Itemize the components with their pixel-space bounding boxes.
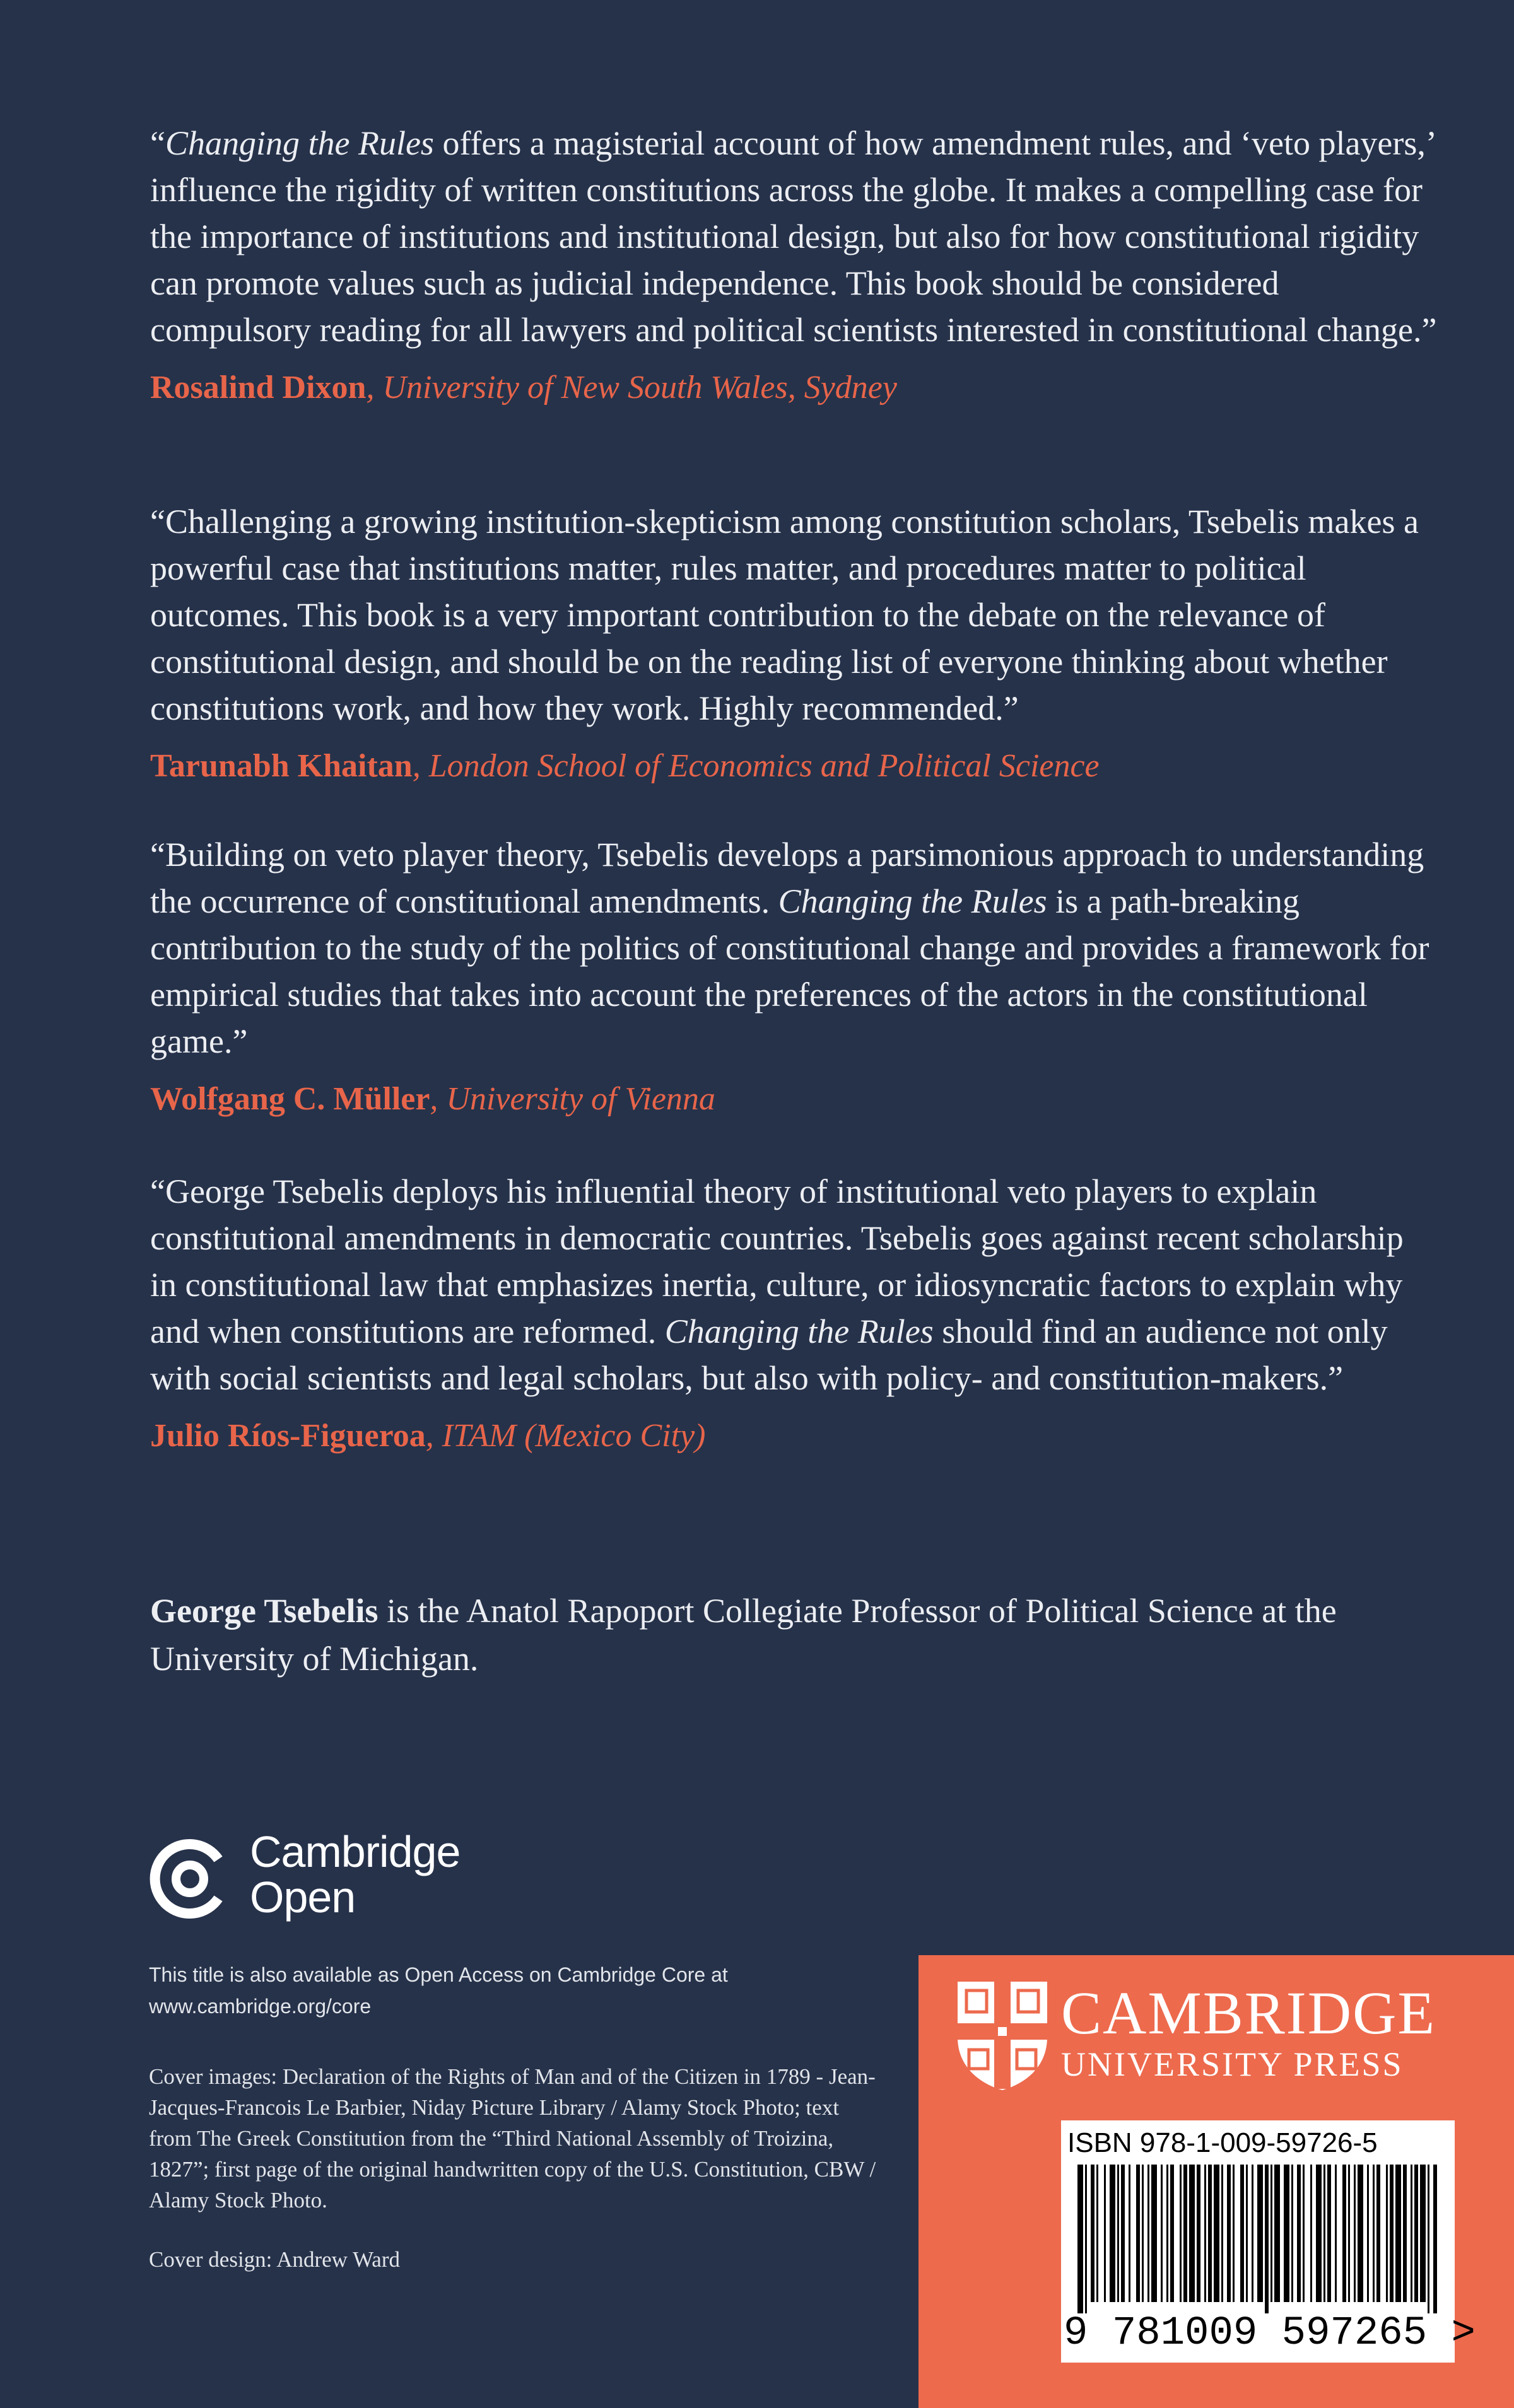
cover-design-credit: Cover design: Andrew Ward bbox=[149, 2247, 400, 2272]
barcode-bar bbox=[1284, 2165, 1289, 2302]
barcode-bar bbox=[1129, 2165, 1130, 2302]
quote-attribution bbox=[150, 366, 1437, 410]
barcode-bar bbox=[1354, 2165, 1356, 2302]
barcode-bar bbox=[1316, 2165, 1322, 2302]
barcode-bar bbox=[1214, 2165, 1219, 2302]
barcode-bar bbox=[1265, 2165, 1269, 2313]
endorsement-quote-rios-figueroa bbox=[150, 1168, 1437, 1458]
barcode-bar bbox=[1403, 2165, 1407, 2302]
endorsement-quote-muller bbox=[150, 831, 1437, 1121]
barcode-bar bbox=[1367, 2165, 1369, 2302]
barcode-bar bbox=[1077, 2165, 1083, 2313]
barcode-bar bbox=[1096, 2165, 1098, 2302]
cambridge-open-line2: Open bbox=[250, 1873, 356, 1922]
quote-text-before: “Building on veto player theory, Tsebelis develops a parsimonious approach to understanding the occurrence of constitutional amendments. bbox=[150, 836, 1424, 920]
quote-attribution bbox=[150, 1077, 1437, 1121]
open-access-note: This title is also available as Open Access on Cambridge Core at www.cambridge.org/core bbox=[149, 1963, 728, 2018]
barcode-bar bbox=[1411, 2165, 1412, 2302]
barcode-bar bbox=[1110, 2165, 1115, 2302]
publisher-panel bbox=[918, 1955, 1514, 2408]
endorser-name: Tarunabh Khaitan bbox=[150, 748, 413, 784]
barcode-bar bbox=[1327, 2165, 1331, 2302]
barcode-bar bbox=[1323, 2165, 1325, 2302]
quote-text bbox=[150, 1168, 1437, 1401]
book-title: Changing the Rules bbox=[664, 1312, 934, 1350]
publisher-name-line1: CAMBRIDGE bbox=[1061, 1979, 1436, 2047]
barcode-bar bbox=[1147, 2165, 1149, 2302]
quote-attribution bbox=[150, 1414, 1437, 1458]
barcode-bar bbox=[1170, 2165, 1174, 2302]
barcode-bar bbox=[1189, 2165, 1195, 2302]
quote-text: “Changing the Rules offers a magisterial account of how amendment rules, and ‘veto players,’ influence the rigidity of written constitutions across the globe. It makes a compelling case for the importance of institutions and institutional design, but also for how constitutional rigidity can promote values such as judicial independence. This book should be considered compulsory reading for all lawyers and political scientists interested in constitutional change.” bbox=[150, 124, 1437, 349]
endorser-name: Julio Ríos-Figueroa bbox=[150, 1418, 426, 1454]
endorser-name: Wolfgang C. Müller bbox=[150, 1081, 430, 1117]
publisher-name-line2: UNIVERSITY PRESS bbox=[1061, 2045, 1404, 2083]
barcode-bar bbox=[1390, 2165, 1394, 2302]
barcode-bar bbox=[1136, 2165, 1140, 2302]
barcode-bar bbox=[1197, 2165, 1200, 2302]
cambridge-shield-icon bbox=[955, 1979, 1050, 2093]
quote-text-after: is a path-breaking contribution to the study of the politics of constitutional change and provides a framework for empirical studies that takes into account the preferences of the actors in the constitutional game.” bbox=[150, 882, 1429, 1060]
quote-text-body: offers a magisterial account of how amendment rules, and ‘veto players,’ influence the rigidity of written constitutions across the globe. It makes a compelling case for the importance of institutions and institutional design, but also for how constitutional rigidity can promote values such as judicial independence. This book should be considered compulsory reading for all lawyers and political scientists interested in constitutional change.” bbox=[150, 124, 1437, 349]
barcode-bar bbox=[1297, 2165, 1301, 2302]
book-title: Changing the Rules bbox=[165, 124, 434, 162]
barcode-bar bbox=[1233, 2165, 1235, 2302]
endorser-name: Rosalind Dixon bbox=[150, 370, 367, 406]
barcode-bar bbox=[1204, 2165, 1206, 2302]
cambridge-open-logo bbox=[149, 1829, 502, 1930]
barcode-bar bbox=[1221, 2165, 1223, 2302]
barcode-bar bbox=[1121, 2165, 1125, 2302]
barcode-bar bbox=[1104, 2165, 1106, 2302]
barcode-bar bbox=[1085, 2165, 1087, 2313]
barcode-bar bbox=[1342, 2165, 1346, 2302]
endorser-affiliation: , London School of Economics and Political Science bbox=[412, 748, 1100, 784]
cambridge-open-wordmark bbox=[250, 1829, 460, 1920]
barcode-bar bbox=[1183, 2165, 1187, 2302]
author-bio bbox=[150, 1587, 1437, 1683]
barcode-bar bbox=[1151, 2165, 1157, 2302]
barcode-bar bbox=[1335, 2165, 1337, 2302]
barcode-bar bbox=[1142, 2165, 1144, 2302]
quote-text: “Challenging a growing institution-skepticism among constitution scholars, Tsebelis makes a powerful case that institutions matter, rules matter, and procedures matter to political outcomes. This book is a very important contribution to the debate on the relevance of constitutional design, and should be on the reading list of everyone thinking about whether constitutions work, and how they work. Highly recommended.” bbox=[150, 503, 1419, 727]
cambridge-open-logo-icon bbox=[149, 1838, 231, 1920]
barcode-bar bbox=[1257, 2165, 1263, 2302]
barcode-bar bbox=[1428, 2165, 1429, 2313]
barcode-bar bbox=[1386, 2165, 1388, 2302]
endorser-affiliation: , ITAM (Mexico City) bbox=[425, 1418, 706, 1454]
barcode-bar bbox=[1166, 2165, 1168, 2302]
barcode-bar bbox=[1376, 2165, 1380, 2302]
barcode-bar bbox=[1117, 2165, 1119, 2302]
barcode-bar bbox=[1310, 2165, 1312, 2302]
barcode-bar bbox=[1208, 2165, 1212, 2302]
author-bio-text: is the Anatol Rapoport Collegiate Professor of Political Science at the University of Michigan. bbox=[150, 1592, 1337, 1678]
cover-images-credit: Cover images: Declaration of the Rights of Man and of the Citizen in 1789 - Jean-Jacques-Francois Le Barbier, Niday Picture Library / Alamy Stock Photo; text from The Greek Constitution from the “Third National Assembly of Troizina, 1827”; first page of the original handwritten copy of the U.S. Constitution, CBW / Alamy Stock Photo. bbox=[149, 2064, 876, 2212]
barcode-bar bbox=[1240, 2165, 1244, 2302]
barcode-bar bbox=[1414, 2165, 1418, 2302]
barcode-bar bbox=[1227, 2165, 1231, 2302]
barcode-bar bbox=[1246, 2165, 1248, 2302]
barcode-bar bbox=[1420, 2165, 1426, 2302]
quote-text-after: should find an audience not only with social scientists and legal scholars, but also with policy- and constitution-makers.” bbox=[150, 1312, 1388, 1397]
barcode-bar bbox=[1291, 2165, 1293, 2302]
barcode-bar bbox=[1358, 2165, 1363, 2302]
barcode-bar bbox=[1433, 2165, 1437, 2313]
barcode-digits: 9 781009 597265 > bbox=[1064, 2311, 1476, 2356]
isbn-barcode bbox=[1061, 2120, 1476, 2363]
endorsement-quote-dixon bbox=[150, 120, 1437, 410]
endorser-affiliation: , University of New South Wales, Sydney bbox=[366, 370, 897, 406]
barcode-bar bbox=[1395, 2165, 1401, 2302]
barcode-bar bbox=[1348, 2165, 1350, 2302]
barcode-bar bbox=[1373, 2165, 1375, 2302]
barcode-bar bbox=[1252, 2165, 1253, 2302]
barcode-bar bbox=[1161, 2165, 1163, 2302]
barcode-bar bbox=[1303, 2165, 1305, 2302]
publisher-wordmark bbox=[1061, 1979, 1436, 2084]
isbn-label: ISBN 978-1-009-59726-5 bbox=[1067, 2127, 1378, 2158]
quote-text-before: “George Tsebelis deploys his influential theory of institutional veto players to explain constitutional amendments in democratic countries. Tsebelis goes against recent scholarship in constitutional law that emphasizes inertia, culture, or idiosyncratic factors to explain why and when constitutions are reformed. bbox=[150, 1172, 1404, 1350]
endorsement-quote-khaitan bbox=[150, 498, 1437, 788]
endorser-affiliation: , University of Vienna bbox=[430, 1081, 715, 1117]
barcode-bar bbox=[1091, 2165, 1094, 2302]
cambridge-open-line1: Cambridge bbox=[250, 1827, 461, 1876]
barcode-bar bbox=[1270, 2165, 1272, 2302]
barcode-bar bbox=[1274, 2165, 1280, 2302]
book-title: Changing the Rules bbox=[778, 882, 1047, 920]
quote-attribution bbox=[150, 744, 1437, 788]
barcode-bars bbox=[1074, 2165, 1442, 2313]
author-name: George Tsebelis bbox=[150, 1592, 378, 1630]
quote-text bbox=[150, 831, 1437, 1065]
barcode-bar bbox=[1180, 2165, 1182, 2302]
